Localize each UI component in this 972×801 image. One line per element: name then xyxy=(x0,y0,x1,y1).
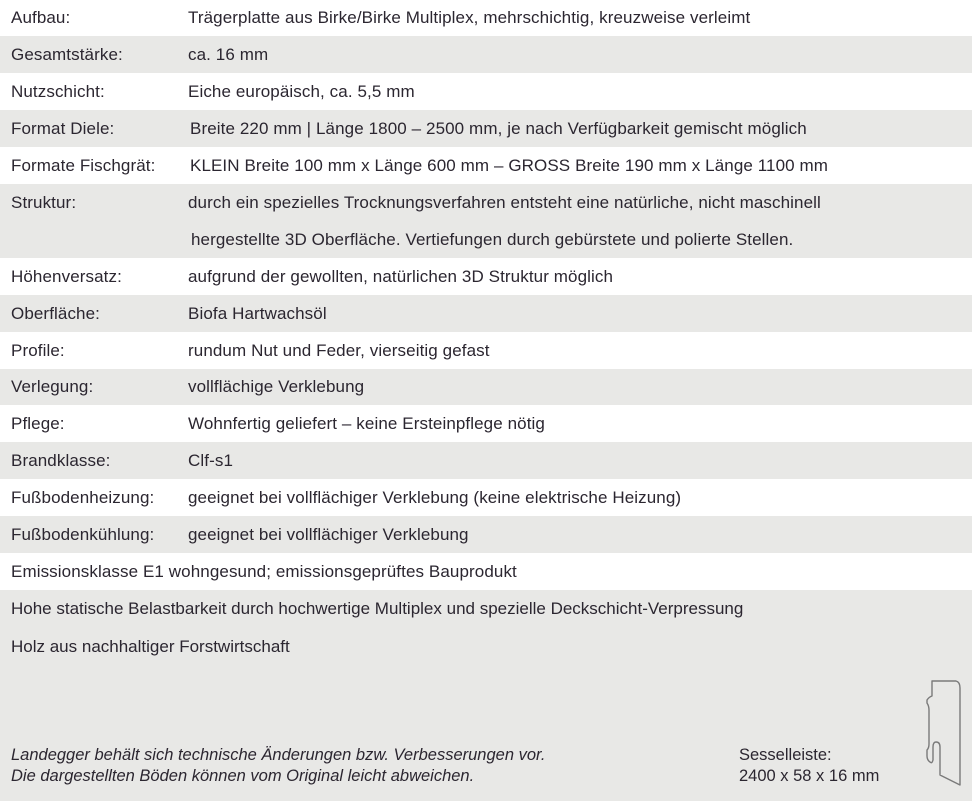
spec-label: Pflege: xyxy=(11,414,65,433)
spec-value xyxy=(178,184,821,258)
spec-value: Breite 220 mm | Länge 1800 – 2500 mm, je nach Verfügbarkeit gemischt möglich xyxy=(190,119,807,138)
spec-label: Formate Fischgrät: xyxy=(11,156,156,175)
spec-value-line-1: durch ein spezielles Trocknungsverfahren entsteht eine natürliche, nicht maschinell xyxy=(188,193,821,212)
spec-value: rundum Nut und Feder, vierseitig gefast xyxy=(188,341,490,360)
spec-value: Wohnfertig geliefert – keine Ersteinpflege nötig xyxy=(188,414,545,433)
spec-row-fussbodenheizung xyxy=(0,479,972,516)
spec-value: aufgrund der gewollten, natürlichen 3D Struktur möglich xyxy=(188,267,614,286)
spec-value: Trägerplatte aus Birke/Birke Multiplex, mehrschichtig, kreuzweise verleimt xyxy=(188,8,751,27)
skirting-board-profile-icon xyxy=(926,678,966,788)
spec-row-brandklasse xyxy=(0,442,972,479)
spec-row-hoehenversatz xyxy=(0,258,972,295)
feature-belastbarkeit: Hohe statische Belastbarkeit durch hochwertige Multiplex und spezielle Deckschicht-Verpressung xyxy=(11,599,744,618)
spec-row-pflege xyxy=(0,405,972,442)
spec-label: Brandklasse: xyxy=(11,451,111,470)
spec-value: Eiche europäisch, ca. 5,5 mm xyxy=(188,82,415,101)
spec-row-formate-fischgraet xyxy=(0,147,972,184)
spec-label: Nutzschicht: xyxy=(11,82,105,101)
spec-row-verlegung xyxy=(0,369,972,405)
disclaimer xyxy=(11,745,545,787)
feature-forstwirtschaft: Holz aus nachhaltiger Forstwirtschaft xyxy=(11,637,290,656)
spec-label: Struktur: xyxy=(11,193,77,212)
spec-label: Gesamtstärke: xyxy=(11,45,123,64)
spec-row-struktur xyxy=(0,184,972,258)
spec-row-format-diele xyxy=(0,110,972,147)
spec-label: Verlegung: xyxy=(11,377,94,396)
spec-value: ca. 16 mm xyxy=(188,45,269,64)
spec-label: Profile: xyxy=(11,341,65,360)
disclaimer-line-1: Landegger behält sich technische Änderungen bzw. Verbesserungen vor. xyxy=(11,746,546,764)
spec-row-profile xyxy=(0,332,972,369)
spec-value: geeignet bei vollflächiger Verklebung xyxy=(188,525,469,544)
spec-value: Biofa Hartwachsöl xyxy=(188,304,327,323)
spec-row-oberflaeche xyxy=(0,295,972,332)
spec-label: Fußbodenkühlung: xyxy=(11,525,155,544)
spec-row-gesamtstaerke xyxy=(0,36,972,73)
spec-value: geeignet bei vollflächiger Verklebung (keine elektrische Heizung) xyxy=(188,488,682,507)
spec-label: Höhenversatz: xyxy=(11,267,122,286)
spec-value: KLEIN Breite 100 mm x Länge 600 mm – GROSS Breite 190 mm x Länge 1100 mm xyxy=(190,156,829,175)
spec-row-aufbau xyxy=(0,0,972,36)
skirting-info xyxy=(739,745,879,787)
spec-value-line-2: hergestellte 3D Oberfläche. Vertiefungen durch gebürstete und polierte Stellen. xyxy=(191,230,794,249)
disclaimer-line-2: Die dargestellten Böden können vom Original leicht abweichen. xyxy=(11,767,475,785)
spec-label: Oberfläche: xyxy=(11,304,100,323)
spec-value: Clf-s1 xyxy=(188,451,233,470)
spec-label: Fußbodenheizung: xyxy=(11,488,155,507)
spec-label: Format Diele: xyxy=(11,119,115,138)
spec-row-nutzschicht xyxy=(0,73,972,110)
spec-row-emission xyxy=(0,553,972,590)
spec-fulltext: Emissionsklasse E1 wohngesund; emissionsgeprüftes Bauprodukt xyxy=(11,562,517,581)
spec-label: Aufbau: xyxy=(11,8,71,27)
spec-row-fussbodenkuehlung xyxy=(0,516,972,553)
skirting-dimensions: 2400 x 58 x 16 mm xyxy=(739,767,880,785)
skirting-label: Sesselleiste: xyxy=(739,746,832,764)
spec-value: vollflächige Verklebung xyxy=(188,377,365,396)
